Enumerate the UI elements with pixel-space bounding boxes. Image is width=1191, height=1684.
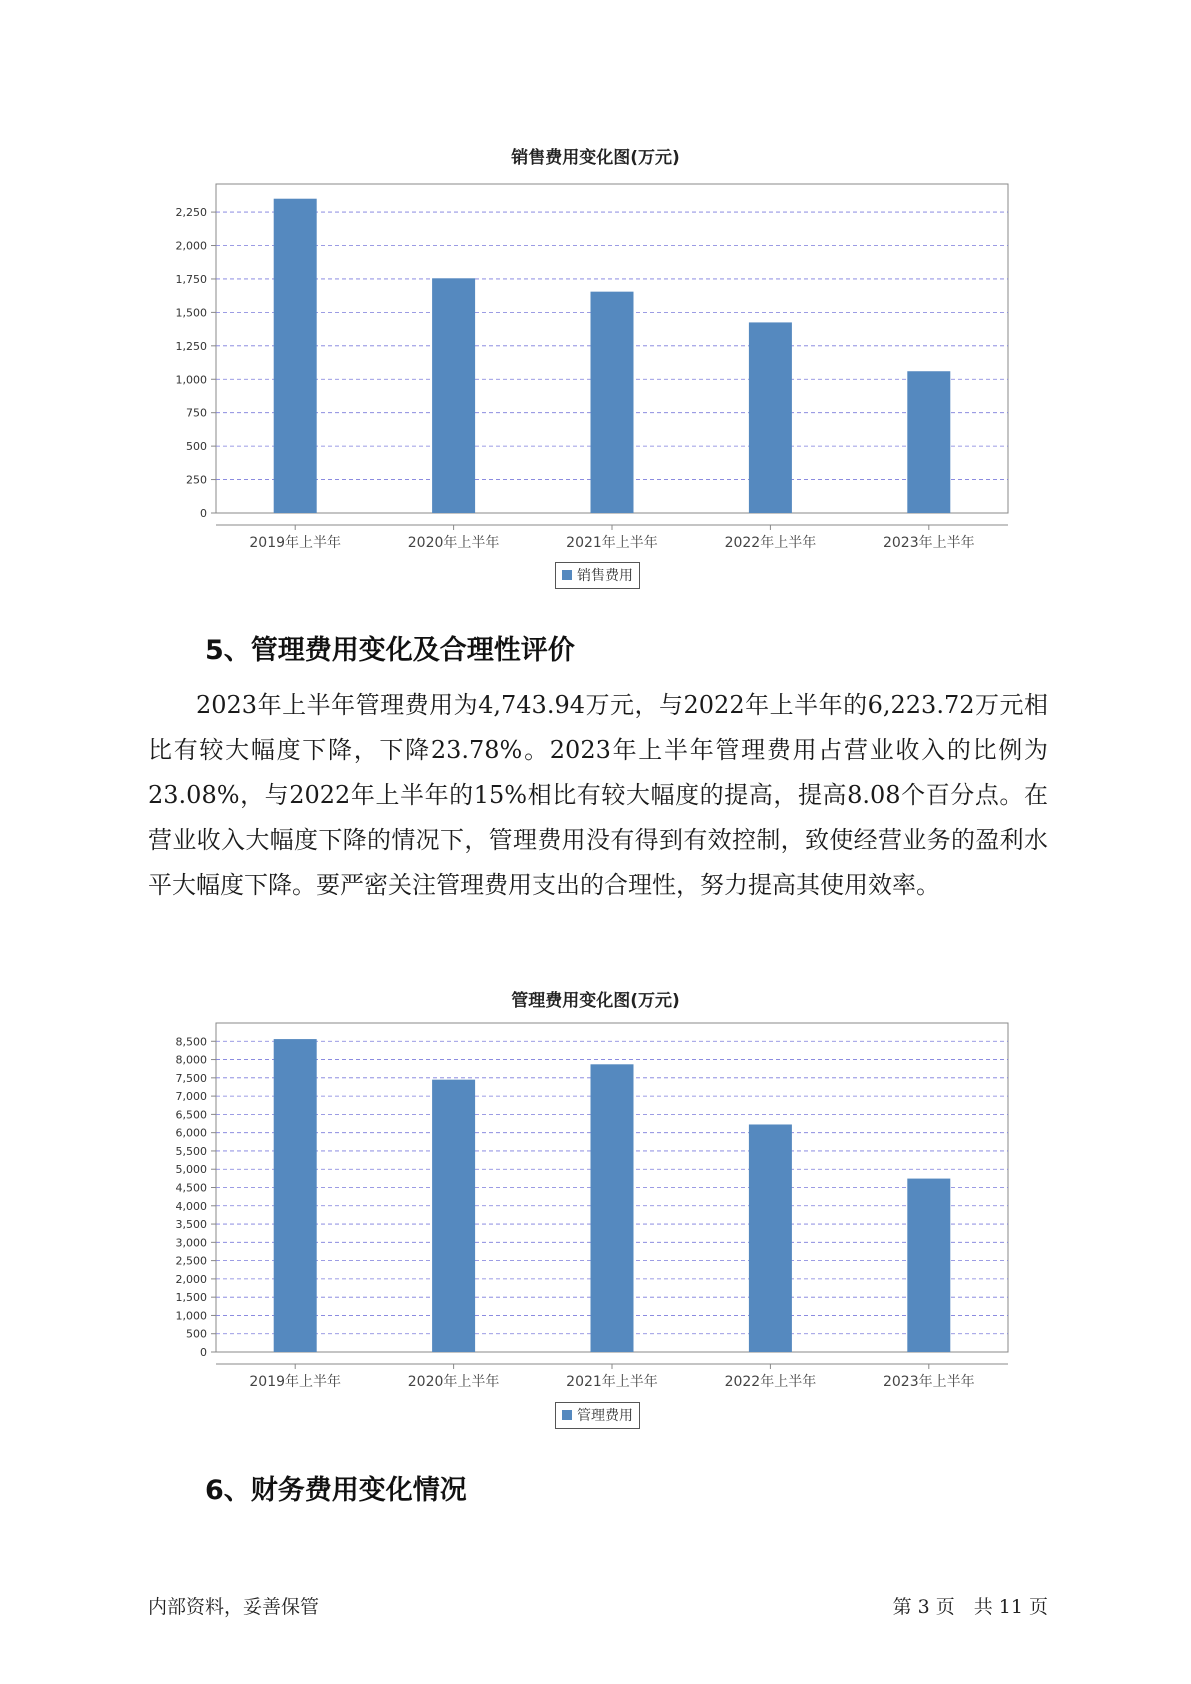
chart2-y-tick-label: 3,000 [175,1236,207,1250]
chart2-y-tick-label: 8,000 [175,1053,207,1067]
chart1-legend-label: 销售费用 [577,568,633,584]
chart1-y-tick-label: 1,500 [175,306,207,320]
legend-swatch [562,1410,572,1420]
section5-paragraph: 2023年上半年管理费用为4,743.94万元，与2022年上半年的6,223.72万元相比有较大幅度下降，下降23.78%。2023年上半年管理费用占营业收入的比例为23.08%，与2022年上半年的15%相比有较大幅度的提高，提高8.08个百分点。在营业收入大幅度下降的情况下，管理费用没有得到有效控制，致使经营业务的盈利水平大幅度下降。要严密关注管理费用支出的合理性，努力提高其使用效率。 [148,691,1048,899]
chart1-y-tick-label: 500 [186,440,207,454]
footer-left: 内部资料，妥善保管 [148,1596,320,1618]
chart1-y-tick-label: 750 [186,406,207,420]
chart2-bar [432,1080,475,1352]
chart2-y-tick-label: 7,500 [175,1071,207,1085]
chart1-y-tick-label: 0 [200,507,207,520]
chart2-legend [555,1402,640,1429]
chart2-y-tick-label: 4,000 [175,1199,207,1213]
chart2-title: 管理费用变化图(万元) [511,991,680,1011]
chart2-bar [749,1124,792,1352]
chart2-y-tick-label: 2,000 [175,1272,207,1286]
chart1-y-tick-label: 2,250 [175,206,207,220]
chart2-bar [274,1039,317,1352]
chart1-x-tick-label: 2023年上半年 [882,535,975,551]
chart2-y-tick-label: 1,500 [175,1291,207,1305]
chart2-legend-label: 管理费用 [577,1408,633,1424]
chart2-x-tick-label: 2020年上半年 [407,1374,500,1390]
chart1-x-tick-label: 2021年上半年 [566,535,658,551]
chart2-y-tick-label: 4,500 [175,1181,207,1195]
chart2-y-tick-label: 5,000 [175,1163,207,1177]
chart2-y-tick-label: 6,500 [175,1108,207,1122]
chart1-y-tick-label: 2,000 [175,239,207,253]
chart2-y-tick-label: 1,000 [175,1309,207,1323]
chart1-y-tick-label: 250 [186,473,207,487]
chart2-bar [591,1064,634,1352]
section6-heading: 6、财务费用变化情况 [205,1475,467,1506]
chart2-bar [907,1179,950,1352]
footer-right: 第 3 页 共 11 页 [892,1596,1048,1618]
chart1-y-tick-label: 1,000 [175,373,207,387]
chart2-x-tick-label: 2021年上半年 [566,1374,658,1390]
chart1-y-tick-label: 1,250 [175,339,207,353]
chart1-y-tick-label: 1,750 [175,272,207,286]
chart2-y-tick-label: 7,000 [175,1090,207,1104]
chart2-y-tick-label: 0 [200,1346,207,1359]
chart2-y-tick-label: 6,000 [175,1126,207,1140]
section5-heading: 5、管理费用变化及合理性评价 [205,635,575,666]
chart2-x-tick-label: 2023年上半年 [882,1374,975,1390]
chart2-y-tick-label: 5,500 [175,1144,207,1158]
chart1-title: 销售费用变化图(万元) [511,148,680,168]
chart2-x-tick-label: 2019年上半年 [249,1374,342,1390]
chart2-y-tick-label: 8,500 [175,1035,207,1049]
chart2-x-tick-label: 2022年上半年 [724,1374,817,1390]
chart2-y-tick-label: 3,500 [175,1218,207,1232]
chart1-x-tick-label: 2019年上半年 [249,535,342,551]
chart2-y-tick-label: 500 [186,1327,207,1341]
chart1-x-tick-label: 2022年上半年 [724,535,817,551]
chart1-x-tick-label: 2020年上半年 [407,535,500,551]
chart2-y-tick-label: 2,500 [175,1254,207,1268]
